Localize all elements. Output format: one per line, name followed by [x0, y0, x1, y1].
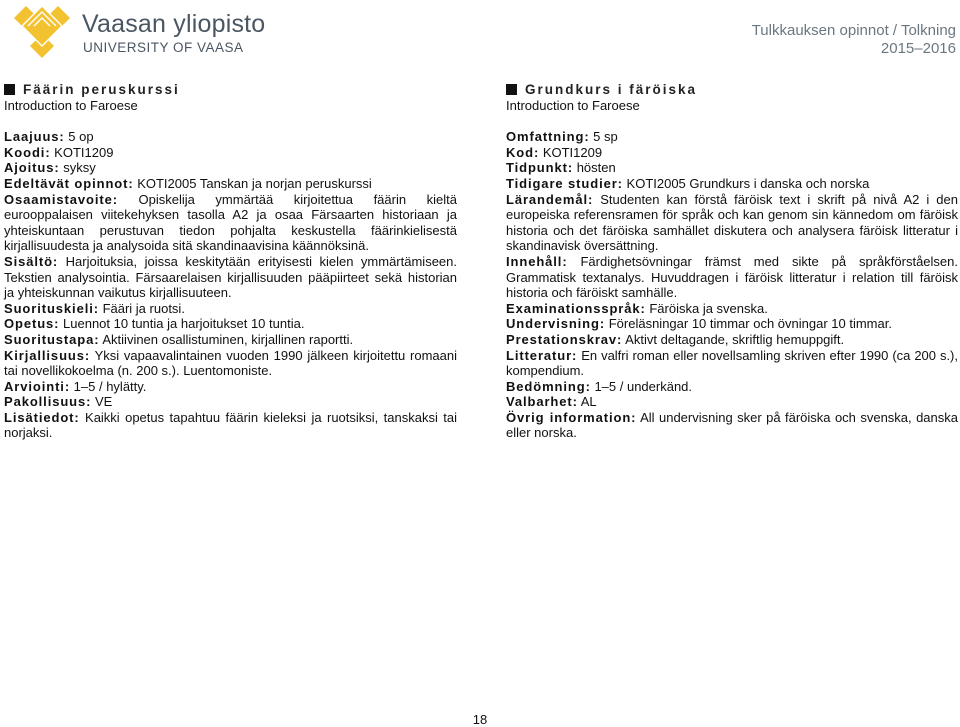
field-label: Pakollisuus:: [4, 394, 92, 410]
field-row: [4, 254, 457, 301]
field-value: Färdighetsövningar främst med sikte på språkförståelsen. Grammatisk textanalys. Huvuddragen i färöisk litteratur i relation till färöisk historia och färöiskt samhälle.: [506, 253, 958, 301]
field-value: AL: [577, 394, 597, 410]
field-value: KOTI2005 Tanskan ja norjan peruskurssi: [133, 175, 372, 191]
field-row: [4, 145, 457, 161]
field-row: [4, 394, 457, 410]
field-label: Undervisning:: [506, 316, 606, 332]
field-row: [4, 379, 457, 395]
field-row: [4, 160, 457, 176]
field-label: Övrig information:: [506, 409, 637, 425]
field-value: All undervisning sker på färöiska och svenska, danska eller norska.: [506, 409, 958, 441]
field-value: 5 op: [64, 129, 94, 145]
field-label: Opetus:: [4, 316, 60, 332]
field-value: Yksi vapaavalintainen vuoden 1990 jälkeen kirjoitettu romaani tai novellikokoelma (n. 200 s.). Luentomoniste.: [4, 347, 457, 379]
field-value: Fääri ja ruotsi.: [98, 300, 185, 316]
field-label: Kod:: [506, 144, 540, 160]
page-header: [0, 0, 960, 62]
field-row: [506, 316, 958, 332]
field-value: En valfri roman eller novellsamling skriven efter 1990 (ca 200 s.), kompendium.: [506, 347, 958, 379]
field-label: Lisätiedot:: [4, 409, 80, 425]
field-row: [506, 348, 958, 379]
field-row: [506, 394, 958, 410]
field-value: 1–5 / underkänd.: [590, 378, 693, 394]
field-label: Tidigare studier:: [506, 175, 623, 191]
field-row: [4, 129, 457, 145]
field-value: Harjoituksia, joissa keskitytään erityisesti kielen ymmärtämiseen. Tekstien analysointia. Färsaarelaisen kirjallisuuden pääpiirteet sekä historian ja yhteiskunnan vaikutus kirjallisuuteen.: [4, 253, 457, 301]
field-value: Kaikki opetus tapahtuu fäärin kieleksi ja ruotsiksi, tanskaksi tai norjaksi.: [4, 409, 457, 441]
header-course-info: [752, 22, 956, 58]
section-subtitle: Introduction to Faroese: [506, 97, 640, 113]
section-title-text: Grundkurs i färöiska: [525, 82, 698, 97]
brand-subtitle: UNIVERSITY OF VAASA: [83, 40, 244, 55]
field-row: [4, 301, 457, 317]
field-value: hösten: [573, 160, 616, 176]
field-value: 1–5 / hylätty.: [70, 378, 147, 394]
field-value: syksy: [59, 160, 96, 176]
field-label: Sisältö:: [4, 253, 59, 269]
field-row: [506, 176, 958, 192]
swedish-course-column: [506, 82, 958, 441]
field-row: [4, 410, 457, 441]
university-logo: [4, 2, 80, 60]
field-row: [4, 176, 457, 192]
header-program: Tulkkauksen opinnot / Tolkning: [751, 22, 956, 39]
field-value: Studenten kan förstå färöisk text i skrift på nivå A2 i den europeiska referensramen för språk och kan genom sin kännedom om färöisk historia och det färöiska samhället diskutera och analysera färöisk litteratur i skandinavisk översättning.: [506, 191, 958, 254]
field-value: Luennot 10 tuntia ja harjoitukset 10 tuntia.: [59, 316, 305, 332]
field-row: [506, 379, 958, 395]
field-row: [506, 129, 958, 145]
field-label: Valbarhet:: [506, 394, 578, 410]
field-value: 5 sp: [589, 129, 618, 145]
field-row: [4, 192, 457, 254]
section-title: [4, 82, 457, 98]
logo-emblem: [14, 6, 70, 58]
field-row: [506, 410, 958, 441]
field-value: Föreläsningar 10 timmar och övningar 10 timmar.: [605, 316, 892, 332]
field-label: Osaamistavoite:: [4, 191, 118, 207]
field-row: [4, 348, 457, 379]
field-row: [506, 192, 958, 254]
field-row: [506, 332, 958, 348]
section-title: [506, 82, 958, 98]
square-bullet-icon: [4, 84, 15, 95]
header-years: 2015–2016: [880, 40, 956, 57]
field-label: Innehåll:: [506, 253, 568, 269]
field-label: Ajoitus:: [4, 160, 60, 176]
field-label: Bedömning:: [506, 378, 591, 394]
field-label: Koodi:: [4, 144, 51, 160]
field-label: Lärandemål:: [506, 191, 594, 207]
section-subtitle: Introduction to Faroese: [4, 97, 138, 113]
finnish-course-column: [4, 82, 457, 441]
field-label: Laajuus:: [4, 129, 65, 145]
field-label: Prestationskrav:: [506, 331, 623, 347]
field-row: [506, 301, 958, 317]
field-value: KOTI1209: [50, 144, 114, 160]
field-label: Kirjallisuus:: [4, 347, 91, 363]
brand-name: Vaasan yliopisto: [82, 10, 266, 38]
field-label: Omfattning:: [506, 129, 590, 145]
field-label: Suorituskieli:: [4, 300, 99, 316]
field-row: [4, 332, 457, 348]
field-label: Suoritustapa:: [4, 331, 100, 347]
field-value: Aktiivinen osallistuminen, kirjallinen raportti.: [99, 331, 354, 347]
field-label: Edeltävät opinnot:: [4, 175, 134, 191]
field-label: Arviointi:: [4, 378, 71, 394]
page-number: 18: [472, 712, 488, 727]
field-value: VE: [91, 394, 113, 410]
field-row: [4, 316, 457, 332]
section-title-text: Fäärin peruskurssi: [23, 82, 180, 97]
field-value: Färöiska ja svenska.: [645, 300, 768, 316]
square-bullet-icon: [506, 84, 517, 95]
field-row: [506, 160, 958, 176]
field-value: Opiskelija ymmärtää kirjoitettua fäärin kieltä eurooppalaisen viitekehyksen tasolla A2 ja osaa Färsaarten historiaan ja yhteiskuntaan perustuvan tiedon pohjalta keskustella fäärinkielisestä kirjallisuudesta ja analysoida sitä skandinaavisina käännöksinä.: [4, 191, 457, 254]
field-value: KOTI2005 Grundkurs i danska och norska: [622, 175, 870, 191]
field-label: Tidpunkt:: [506, 160, 574, 176]
field-row: [506, 254, 958, 301]
field-value: Aktivt deltagande, skriftlig hemuppgift.: [622, 331, 845, 347]
field-label: Examinationsspråk:: [506, 300, 646, 316]
field-value: KOTI1209: [539, 144, 603, 160]
field-label: Litteratur:: [506, 347, 578, 363]
field-row: [506, 145, 958, 161]
